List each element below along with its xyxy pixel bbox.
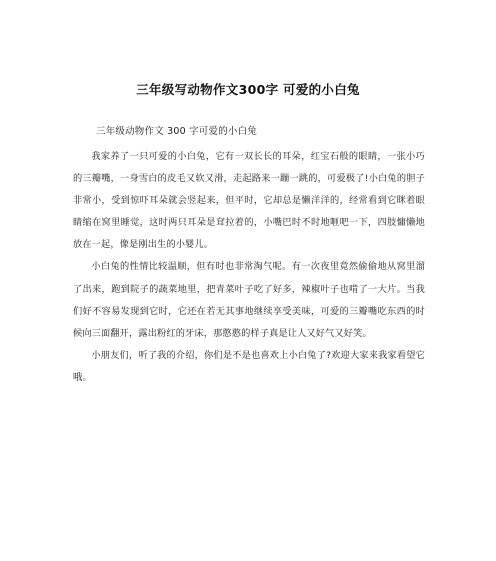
document-body xyxy=(73,146,425,389)
document-title: 三年级写动物作文300字 可爱的小白兔 xyxy=(136,82,360,97)
document-subtitle: 三年级动物作文 300 字可爱的小白兔 xyxy=(96,126,257,137)
paragraph: 小白兔的性情比较温顺，但有时也非常淘气呢。有一次夜里竟然偷偷地从窝里溜了出来，跑到院子的蔬菜地里，把青菜叶子吃了好多，辣椒叶子也啃了一大片。当我们好不容易发现到它时，它还在若无其事地继续享受美味，可爱的三瓣嘴吃东西的时候向三面翻开，露出粉红的牙床，那憨憨的样子真是让人又好气又好笑。 xyxy=(73,261,425,339)
paragraph: 我家养了一只可爱的小白兔，它有一双长长的耳朵，红宝石般的眼睛，一张小巧的三瓣嘴，一身雪白的皮毛又软又滑，走起路来一蹦一跳的，可爱极了!小白兔的胆子非常小，受到惊吓耳朵就会竖起来，但平时，它却总是懒洋洋的，经常看到它眯着眼睛缩在窝里睡觉，这时两只耳朵是耷拉着的，小嘴巴时不时地咂吧一下，四肢慵懒地放在一起，像是刚出生的小婴儿。 xyxy=(73,151,425,251)
paragraph: 小朋友们，听了我的介绍，你们是不是也喜欢上小白兔了?欢迎大家来我家看望它哦。 xyxy=(73,349,425,383)
